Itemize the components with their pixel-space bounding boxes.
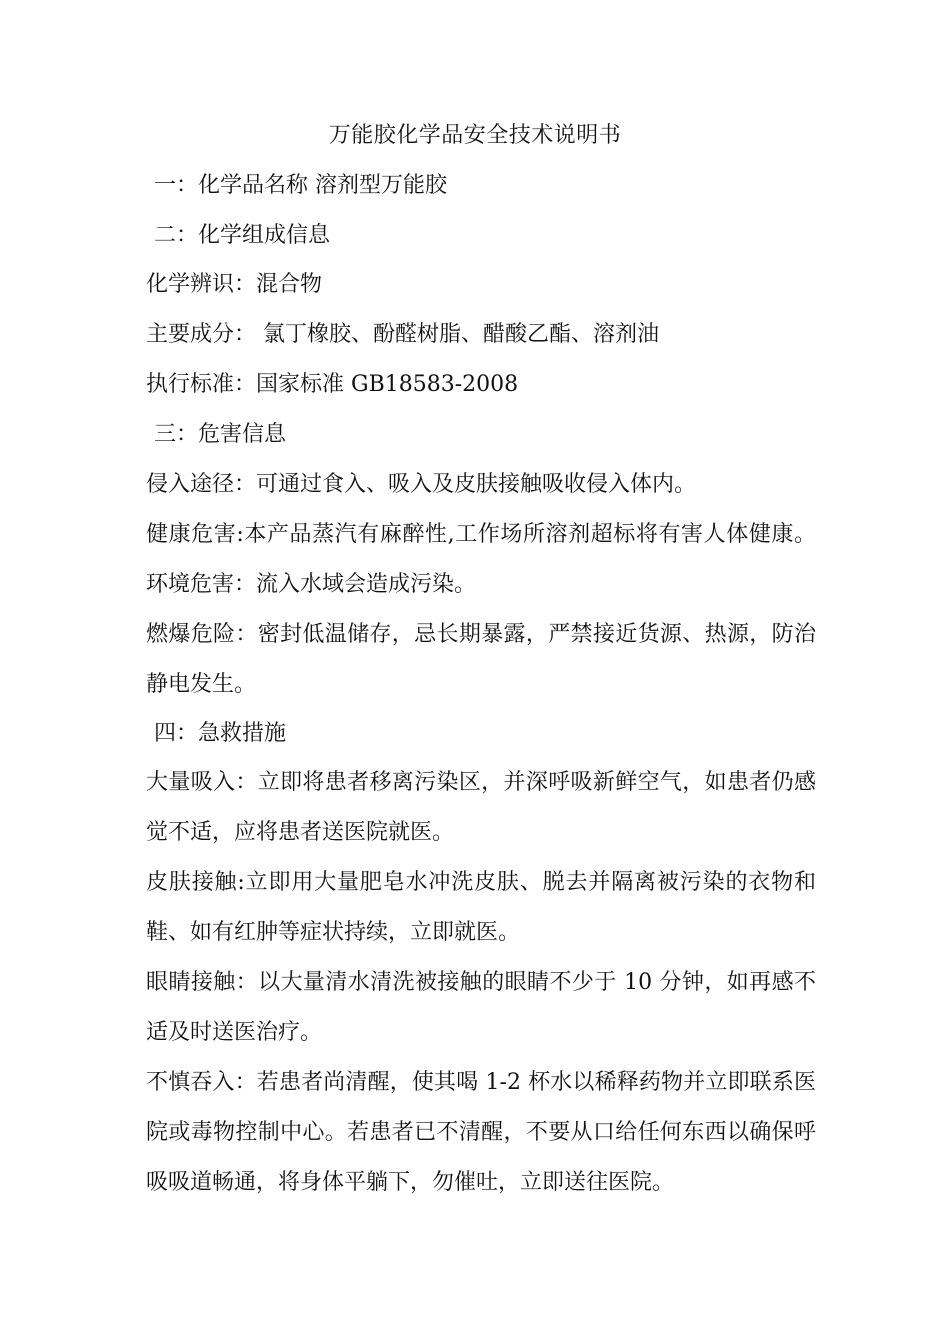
text-line: 眼睛接触：以大量清水清洗被接触的眼睛不少于 10 分钟，如再感不 (146, 970, 816, 995)
text-line: 不慎吞入：若患者尚清醒，使其喝 1-2 杯水以稀释药物并立即联系医 (146, 1070, 816, 1095)
text-line: 燃爆危险：密封低温储存，忌长期暴露，严禁接近货源、热源，防治 (146, 622, 816, 647)
text-line: 皮肤接触:立即用大量肥皂水冲洗皮肤、脱去并隔离被污染的衣物和 (146, 870, 816, 895)
text-line: 鞋、如有红肿等症状持续，立即就医。 (146, 920, 521, 945)
section-heading: 四：急救措施 (154, 721, 287, 746)
text-line: 侵入途径：可通过食入、吸入及皮肤接触吸收侵入体内。 (146, 472, 697, 497)
text-line: 觉不适，应将患者送医院就医。 (146, 820, 455, 845)
text-line: 大量吸入：立即将患者移离污染区，并深呼吸新鲜空气，如患者仍感 (146, 770, 816, 795)
text-line: 主要成分： 氯丁橡胶、酚醛树脂、醋酸乙酯、溶剂油 (146, 322, 659, 347)
text-line: 院或毒物控制中心。若患者已不清醒，不要从口给任何东西以确保呼 (146, 1120, 816, 1145)
text-line: 吸吸道畅通，将身体平躺下，勿催吐，立即送往医院。 (146, 1170, 675, 1195)
text-line: 健康危害:本产品蒸汽有麻醉性,工作场所溶剂超标将有害人体健康。 (146, 522, 816, 547)
text-line: 静电发生。 (146, 672, 257, 697)
section-heading: 一：化学品名称 溶剂型万能胶 (154, 173, 447, 198)
document-title: 万能胶化学品安全技术说明书 (328, 123, 622, 148)
section-heading: 二：化学组成信息 (154, 223, 331, 248)
text-line: 环境危害：流入水域会造成污染。 (146, 572, 477, 597)
text-line: 化学辨识：混合物 (146, 272, 323, 297)
text-line: 适及时送医治疗。 (146, 1020, 323, 1045)
text-line: 执行标准：国家标准 GB18583-2008 (146, 372, 519, 397)
section-heading: 三：危害信息 (154, 422, 287, 447)
